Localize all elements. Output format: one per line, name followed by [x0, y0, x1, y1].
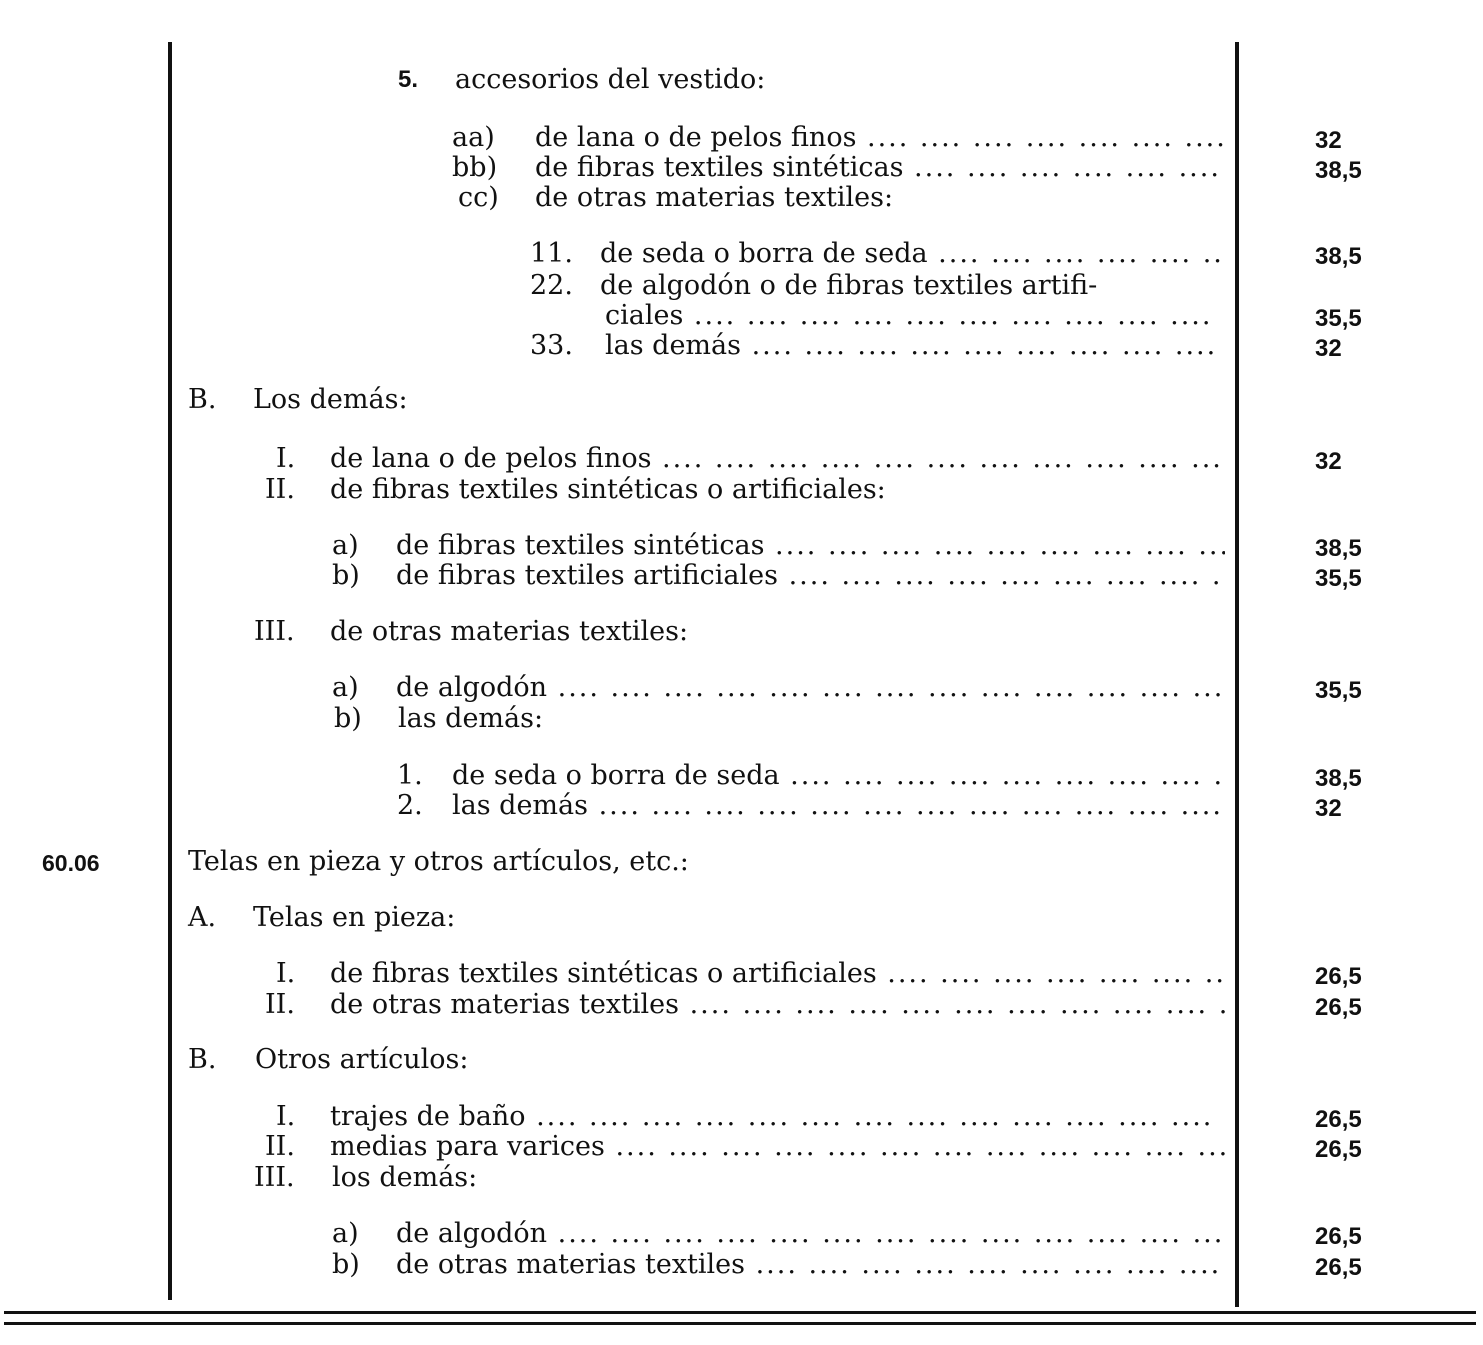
heading-fibras: [0, 474, 1230, 506]
tariff-code: 60.06: [42, 850, 100, 876]
item-text: las demás ....: [452, 790, 1225, 822]
item-label: 2.: [397, 790, 423, 821]
entry-row: [0, 560, 1230, 592]
entry-row: [0, 1131, 1230, 1163]
rate-value: 26,5: [1315, 1136, 1362, 1163]
bottom-rule-lower: [4, 1322, 1476, 1325]
item-label: a): [332, 530, 359, 561]
item-text: de otras materias textiles ....: [330, 989, 1225, 1021]
heading-telas-pieza-otros: [0, 846, 1230, 878]
item-text: de algodón ....: [396, 672, 1225, 704]
item-label: II.: [265, 474, 295, 505]
rate-value: 35,5: [1315, 305, 1362, 332]
item-label: b): [332, 1249, 360, 1280]
item-text: de otras materias textiles:: [330, 616, 689, 647]
heading-los-demas-3: [0, 1162, 1230, 1194]
item-text: de algodón o de fibras textiles artifi-: [600, 270, 1098, 301]
bottom-rule-upper: [4, 1311, 1476, 1314]
item-label: 11.: [530, 238, 573, 269]
item-text: de algodón ....: [396, 1218, 1225, 1250]
heading-otros-articulos: [0, 1044, 1230, 1076]
rate-value: 32: [1315, 335, 1342, 362]
heading-las-demas-b: [0, 703, 1230, 735]
item-text: accesorios del vestido:: [455, 64, 766, 95]
rate-value: 32: [1315, 127, 1342, 154]
rate-value: 26,5: [1315, 1254, 1362, 1281]
rate-value: 26,5: [1315, 994, 1362, 1021]
item-text: las demás:: [398, 703, 544, 734]
item-text: los demás:: [332, 1162, 478, 1193]
entry-row: [0, 443, 1230, 475]
item-label: aa): [452, 122, 495, 153]
rate-value: 38,5: [1315, 243, 1362, 270]
heading-telas-en-pieza: [0, 902, 1230, 934]
item-text: Telas en pieza:: [253, 902, 456, 933]
entry-row: [0, 760, 1230, 792]
item-label: cc): [458, 182, 499, 213]
entry-row: [0, 1249, 1230, 1281]
rate-value: 26,5: [1315, 1106, 1362, 1133]
item-text: de seda o borra de seda ....: [600, 238, 1225, 270]
item-label: 1.: [397, 760, 423, 791]
item-text: medias para varices ....: [330, 1131, 1225, 1163]
item-label: A.: [188, 902, 217, 933]
item-label: I.: [276, 443, 296, 474]
entry-row: [0, 1218, 1230, 1250]
item-label: II.: [265, 989, 295, 1020]
rate-value: 35,5: [1315, 565, 1362, 592]
heading-accesorios: [0, 64, 1230, 96]
rate-value: 38,5: [1315, 765, 1362, 792]
rate-value: 35,5: [1315, 677, 1362, 704]
item-text: de seda o borra de seda ....: [452, 760, 1225, 792]
entry-row: [0, 790, 1230, 822]
rate-value: 26,5: [1315, 963, 1362, 990]
entry-row: [0, 958, 1230, 990]
item-text: de fibras textiles sintéticas o artificiales ....: [330, 958, 1225, 990]
item-label: III.: [254, 1162, 295, 1193]
entry-row: [0, 530, 1230, 562]
item-label: bb): [452, 152, 498, 183]
item-text: de lana o de pelos finos ....: [535, 122, 1225, 154]
item-label: I.: [276, 1101, 296, 1132]
right-column-rule: [1235, 42, 1239, 1307]
entry-row: [0, 989, 1230, 1021]
item-label: b): [332, 560, 360, 591]
item-label: II.: [265, 1131, 295, 1162]
heading-los-demas: [0, 384, 1230, 416]
item-label: b): [334, 703, 362, 734]
item-label: I.: [276, 958, 296, 989]
item-text: de lana o de pelos finos ....: [330, 443, 1225, 475]
entry-row: [0, 270, 1230, 302]
item-text: Los demás:: [253, 384, 408, 415]
rate-value: 32: [1315, 448, 1342, 475]
item-text: Telas en pieza y otros artículos, etc.:: [188, 846, 689, 877]
item-text: de fibras textiles sintéticas ....: [396, 530, 1225, 562]
item-text: de fibras textiles sintéticas o artificiales:: [330, 474, 886, 505]
item-label: 22.: [530, 270, 573, 301]
item-label: a): [332, 672, 359, 703]
entry-row: [0, 122, 1230, 154]
item-text: Otros artículos:: [255, 1044, 469, 1075]
heading-otras-materias: [0, 182, 1230, 214]
item-text: las demás ....: [605, 330, 1225, 362]
entry-row: [0, 152, 1230, 184]
rate-value: 32: [1315, 795, 1342, 822]
rate-value: 38,5: [1315, 535, 1362, 562]
item-text: de fibras textiles artificiales ....: [396, 560, 1225, 592]
item-text: ciales ....: [605, 300, 1225, 332]
entry-row: [0, 330, 1230, 362]
entry-row: [0, 1101, 1230, 1133]
item-label: III.: [254, 616, 295, 647]
rate-value: 38,5: [1315, 157, 1362, 184]
entry-row: [0, 238, 1230, 270]
heading-otras-materias-2: [0, 616, 1230, 648]
item-text: trajes de baño ....: [330, 1101, 1225, 1133]
item-label: 33.: [530, 330, 573, 361]
item-text: de otras materias textiles:: [535, 182, 894, 213]
entry-row: [0, 672, 1230, 704]
item-label: B.: [188, 1044, 217, 1075]
item-label: B.: [188, 384, 217, 415]
item-label: a): [332, 1218, 359, 1249]
item-label: 5.: [398, 66, 419, 93]
item-text: de fibras textiles sintéticas ....: [535, 152, 1225, 184]
rate-value: 26,5: [1315, 1223, 1362, 1250]
entry-row-continuation: [0, 300, 1230, 332]
item-text: de otras materias textiles ....: [396, 1249, 1225, 1281]
